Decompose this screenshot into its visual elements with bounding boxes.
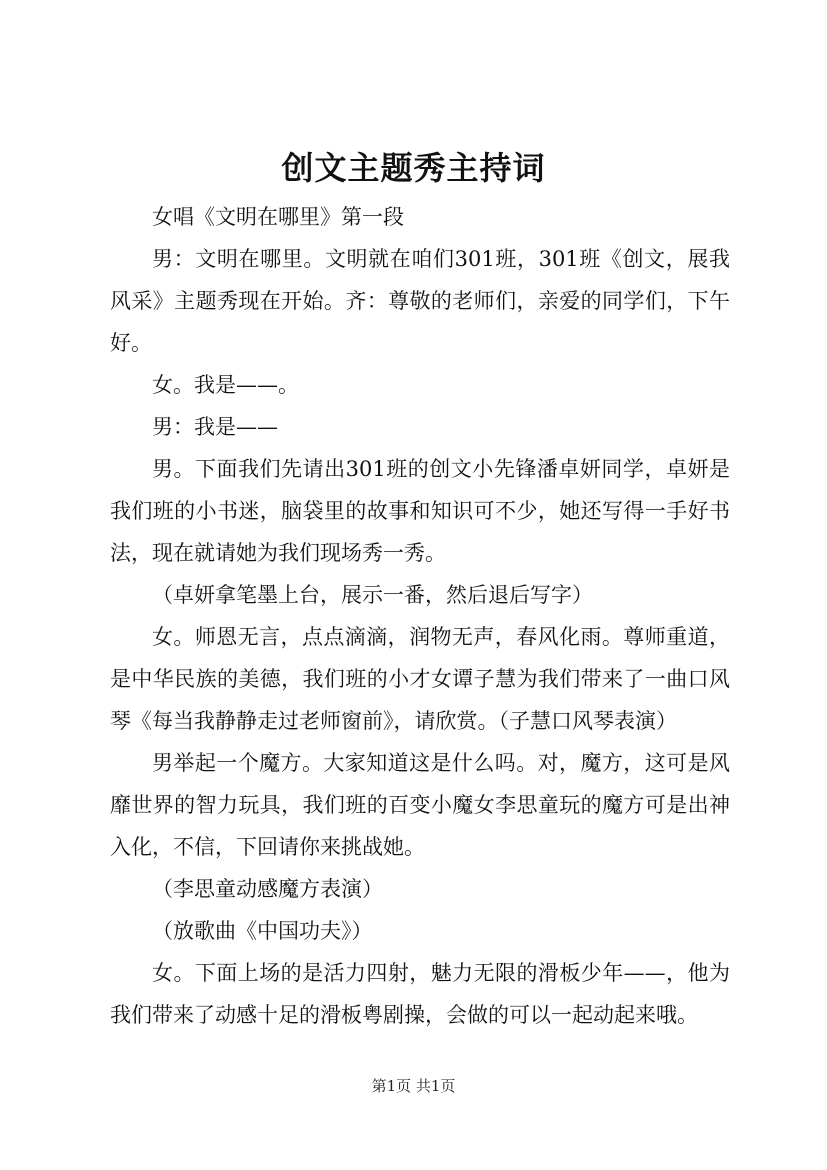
paragraph: 女。我是——。 bbox=[152, 373, 299, 397]
paragraph: 男：文明在哪里。文明就在咱们301班，301班《创文，展我风采》主题秀现在开始。齐：尊敬的老师们，亲爱的同学们，下午好。 bbox=[110, 247, 730, 355]
paragraph: （卓妍拿笔墨上台，展示一番，然后退后写字） bbox=[152, 583, 593, 607]
document-title: 创文主题秀主持词 bbox=[281, 149, 546, 187]
paragraph: （李思童动感魔方表演） bbox=[152, 877, 383, 901]
paragraph: 男：我是—— bbox=[152, 415, 278, 439]
page-footer: 第1页 共1页 bbox=[371, 1077, 456, 1095]
paragraph: 男。下面我们先请出301班的创文小先锋潘卓妍同学，卓妍是我们班的小书迷，脑袋里的故事和知识可不少，她还写得一手好书法，现在就请她为我们现场秀一秀。 bbox=[110, 457, 730, 565]
paragraph: 女。师恩无言，点点滴滴，润物无声，春风化雨。尊师重道，是中华民族的美德，我们班的小才女谭子慧为我们带来了一曲口风琴《每当我静静走过老师窗前》，请欣赏。（子慧口风琴表演） bbox=[110, 625, 730, 733]
paragraph: 女唱《文明在哪里》第一段 bbox=[152, 205, 404, 229]
paragraph: 女。下面上场的是活力四射，魅力无限的滑板少年——，他为我们带来了动感十足的滑板粤剧操，会做的可以一起动起来哦。 bbox=[110, 961, 730, 1027]
paragraph: （放歌曲《中国功夫》） bbox=[152, 919, 373, 943]
paragraph: 男举起一个魔方。大家知道这是什么吗。对，魔方，这可是风靡世界的智力玩具，我们班的百变小魔女李思童玩的魔方可是出神入化，不信，下回请你来挑战她。 bbox=[110, 751, 730, 859]
document-body bbox=[110, 196, 730, 1036]
